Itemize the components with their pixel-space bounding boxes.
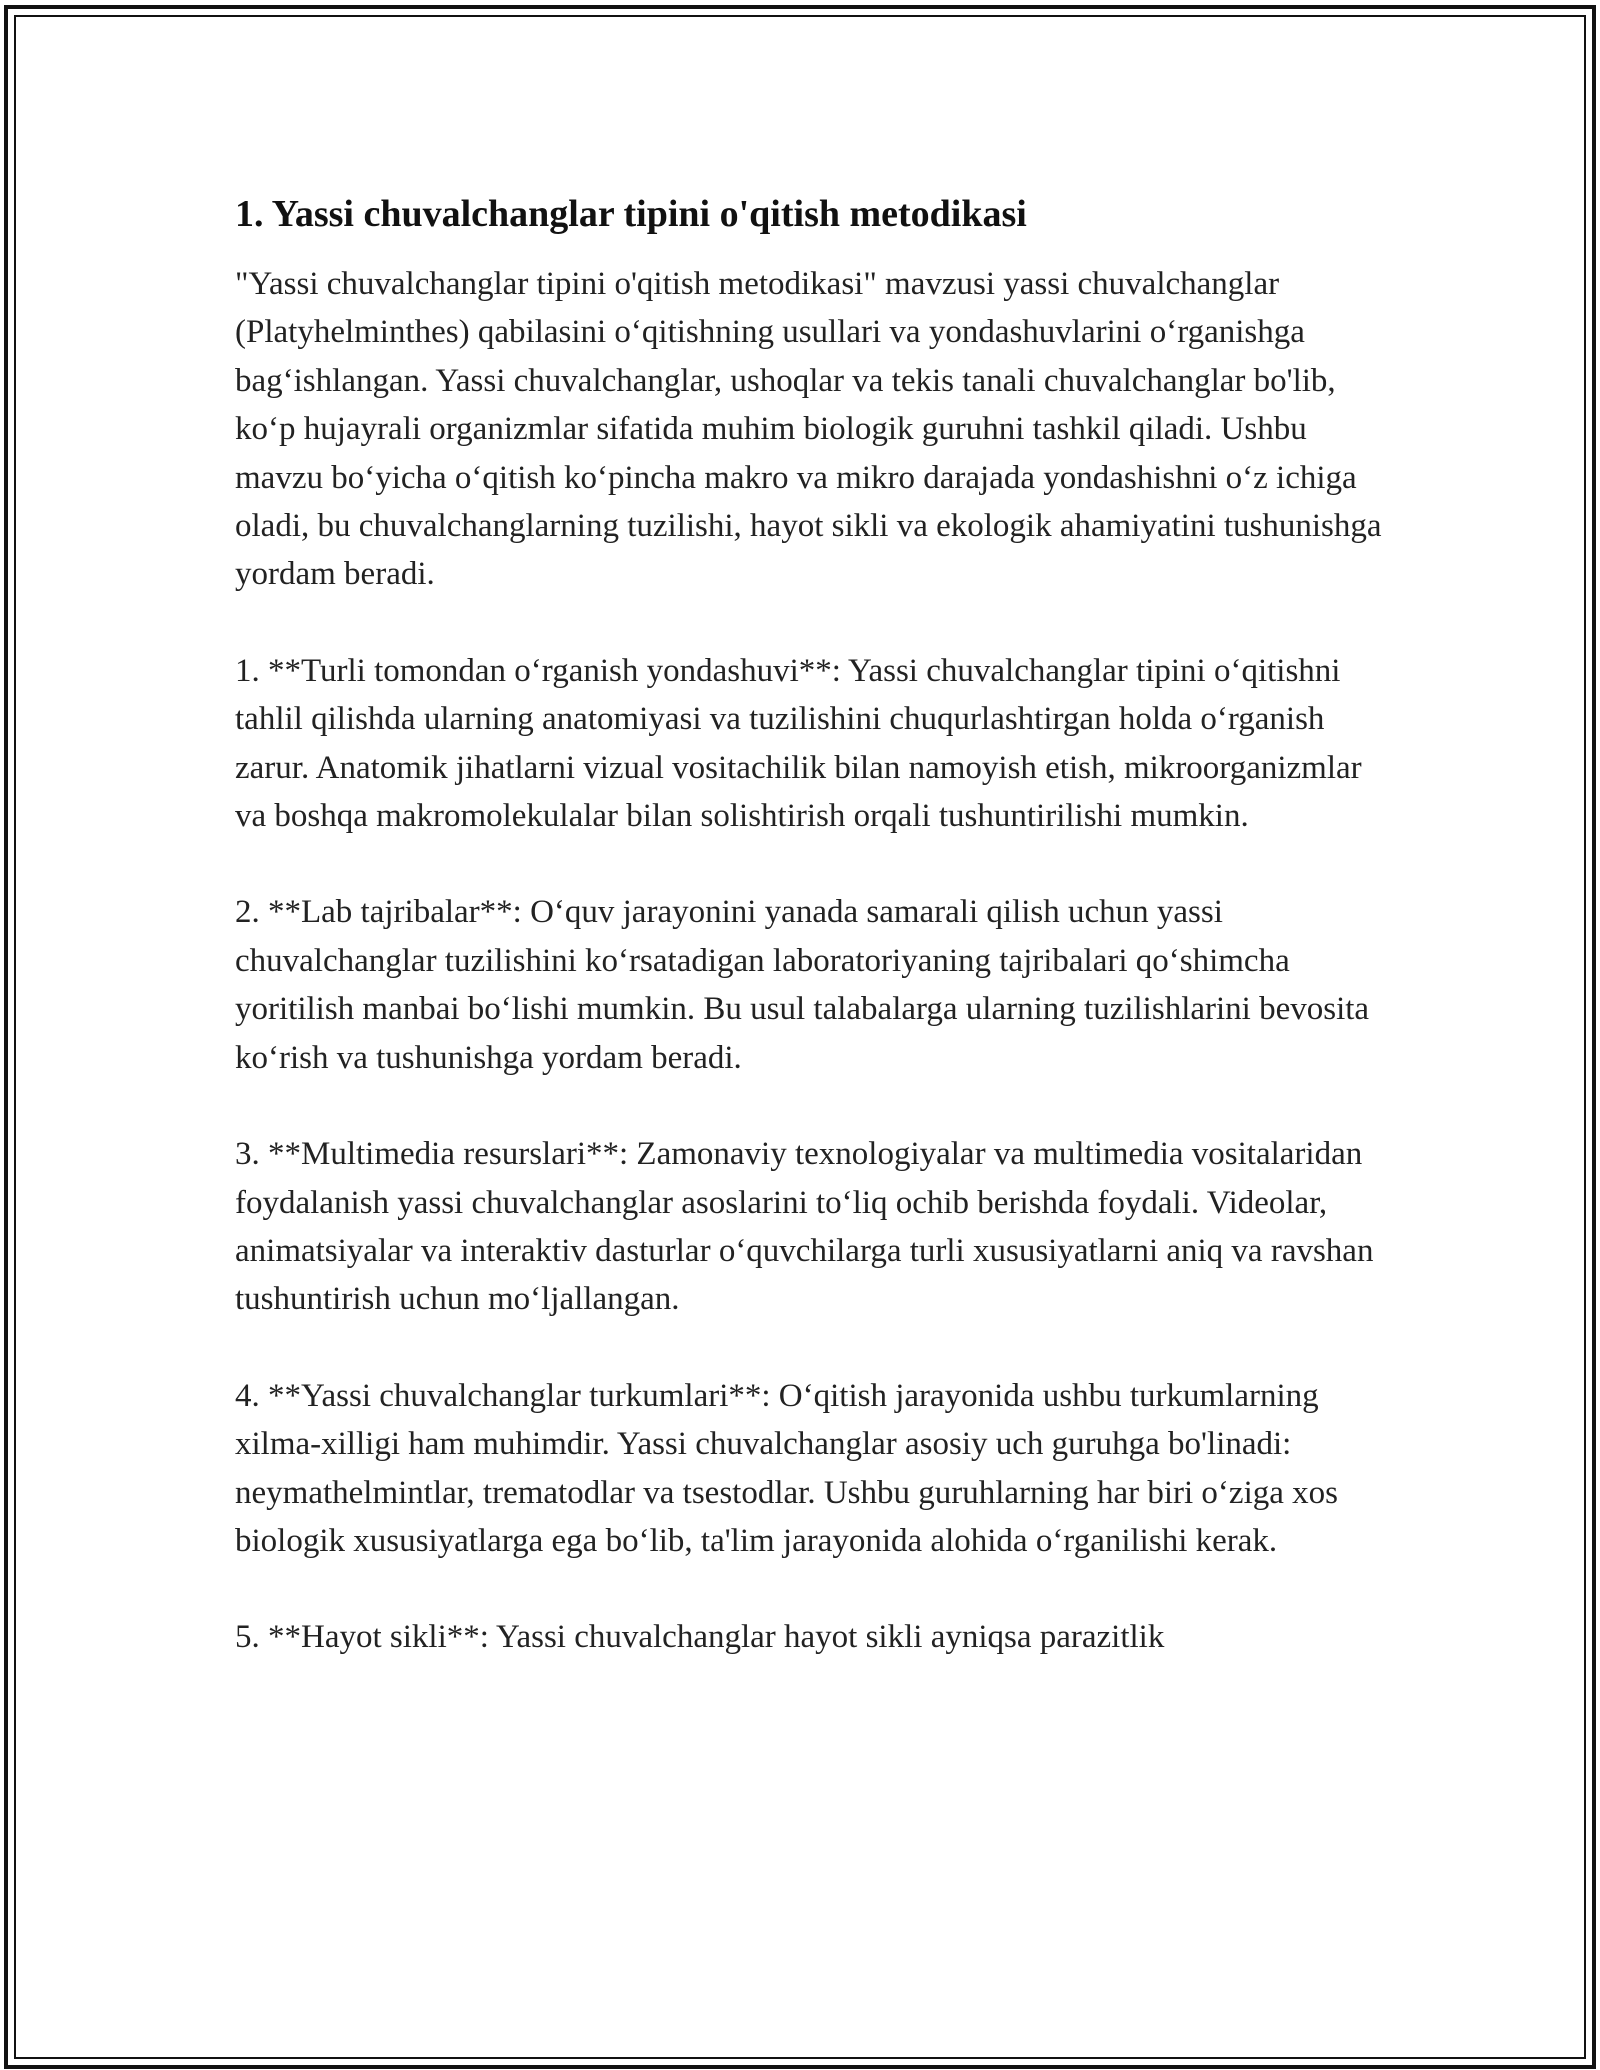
list-item-4: 4. **Yassi chuvalchanglar turkumlari**: O‘qitish jarayonida ushbu turkumlarning xilma-xilligi ham muhimdir. Yassi chuvalchanglar asosiy uch guruhga bo'linadi: neymathelmintlar, trematodlar va tsestodlar. Ushbu guruhlarning har biri o‘ziga xos biologik xususiyatlarga ega bo‘lib, ta'lim jarayonida alohida o‘rganilishi kerak. — [235, 1377, 1338, 1559]
list-item-2: 2. **Lab tajribalar**: O‘quv jarayonini yanada samarali qilish uchun yassi chuvalchanglar tuzilishini ko‘rsatadigan laboratoriyaning tajribalari qo‘shimcha yoritilish manbai bo‘lishi mumkin. Bu usul talabalarga ularning tuzilishlarini bevosita ko‘rish va tushunishga yordam beradi. — [235, 894, 1370, 1076]
list-item-1: 1. **Turli tomondan o‘rganish yondashuvi**: Yassi chuvalchanglar tipini o‘qitishni tahlil qilishda ularning anatomiyasi va tuzilishini chuqurlashtirgan holda o‘rganish zarur. Anatomik jihatlarni vizual vositachilik bilan namoyish etish, mikroorganizmlar va boshqa makromolekulalar bilan solishtirish orqali tushuntirilishi mumkin. — [235, 652, 1362, 835]
document-title: 1. Yassi chuvalchanglar tipini o'qitish metodikasi — [235, 193, 1027, 235]
document-page — [235, 186, 1385, 1662]
list-item-5: 5. **Hayot sikli**: Yassi chuvalchanglar hayot sikli ayniqsa parazitlik — [235, 1619, 1165, 1656]
list-item-3: 3. **Multimedia resurslari**: Zamonaviy texnologiyalar va multimedia vositalaridan foydalanish yassi chuvalchanglar asoslarini to‘liq ochib berishda foydali. Videolar, animatsiyalar va interaktiv dasturlar o‘quvchilarga turli xususiyatlarni aniq va ravshan tushuntirish uchun mo‘ljallangan. — [235, 1136, 1374, 1318]
intro-paragraph: "Yassi chuvalchanglar tipini o'qitish metodikasi" mavzusi yassi chuvalchanglar (Platyhelminthes) qabilasini o‘qitishning usullari va yondashuvlarini o‘rganishga bag‘ishlangan. Yassi chuvalchanglar, ushoqlar va tekis tanali chuvalchanglar bo'lib, ko‘p hujayrali organizmlar sifatida muhim biologik guruhni tashkil qiladi. Ushbu mavzu bo‘yicha o‘qitish ko‘pincha makro va mikro darajada yondashishni o‘z ichiga oladi, bu chuvalchanglarning tuzilishi, hayot sikli va ekologik ahamiyatini tushunishga yordam beradi. — [235, 266, 1382, 593]
